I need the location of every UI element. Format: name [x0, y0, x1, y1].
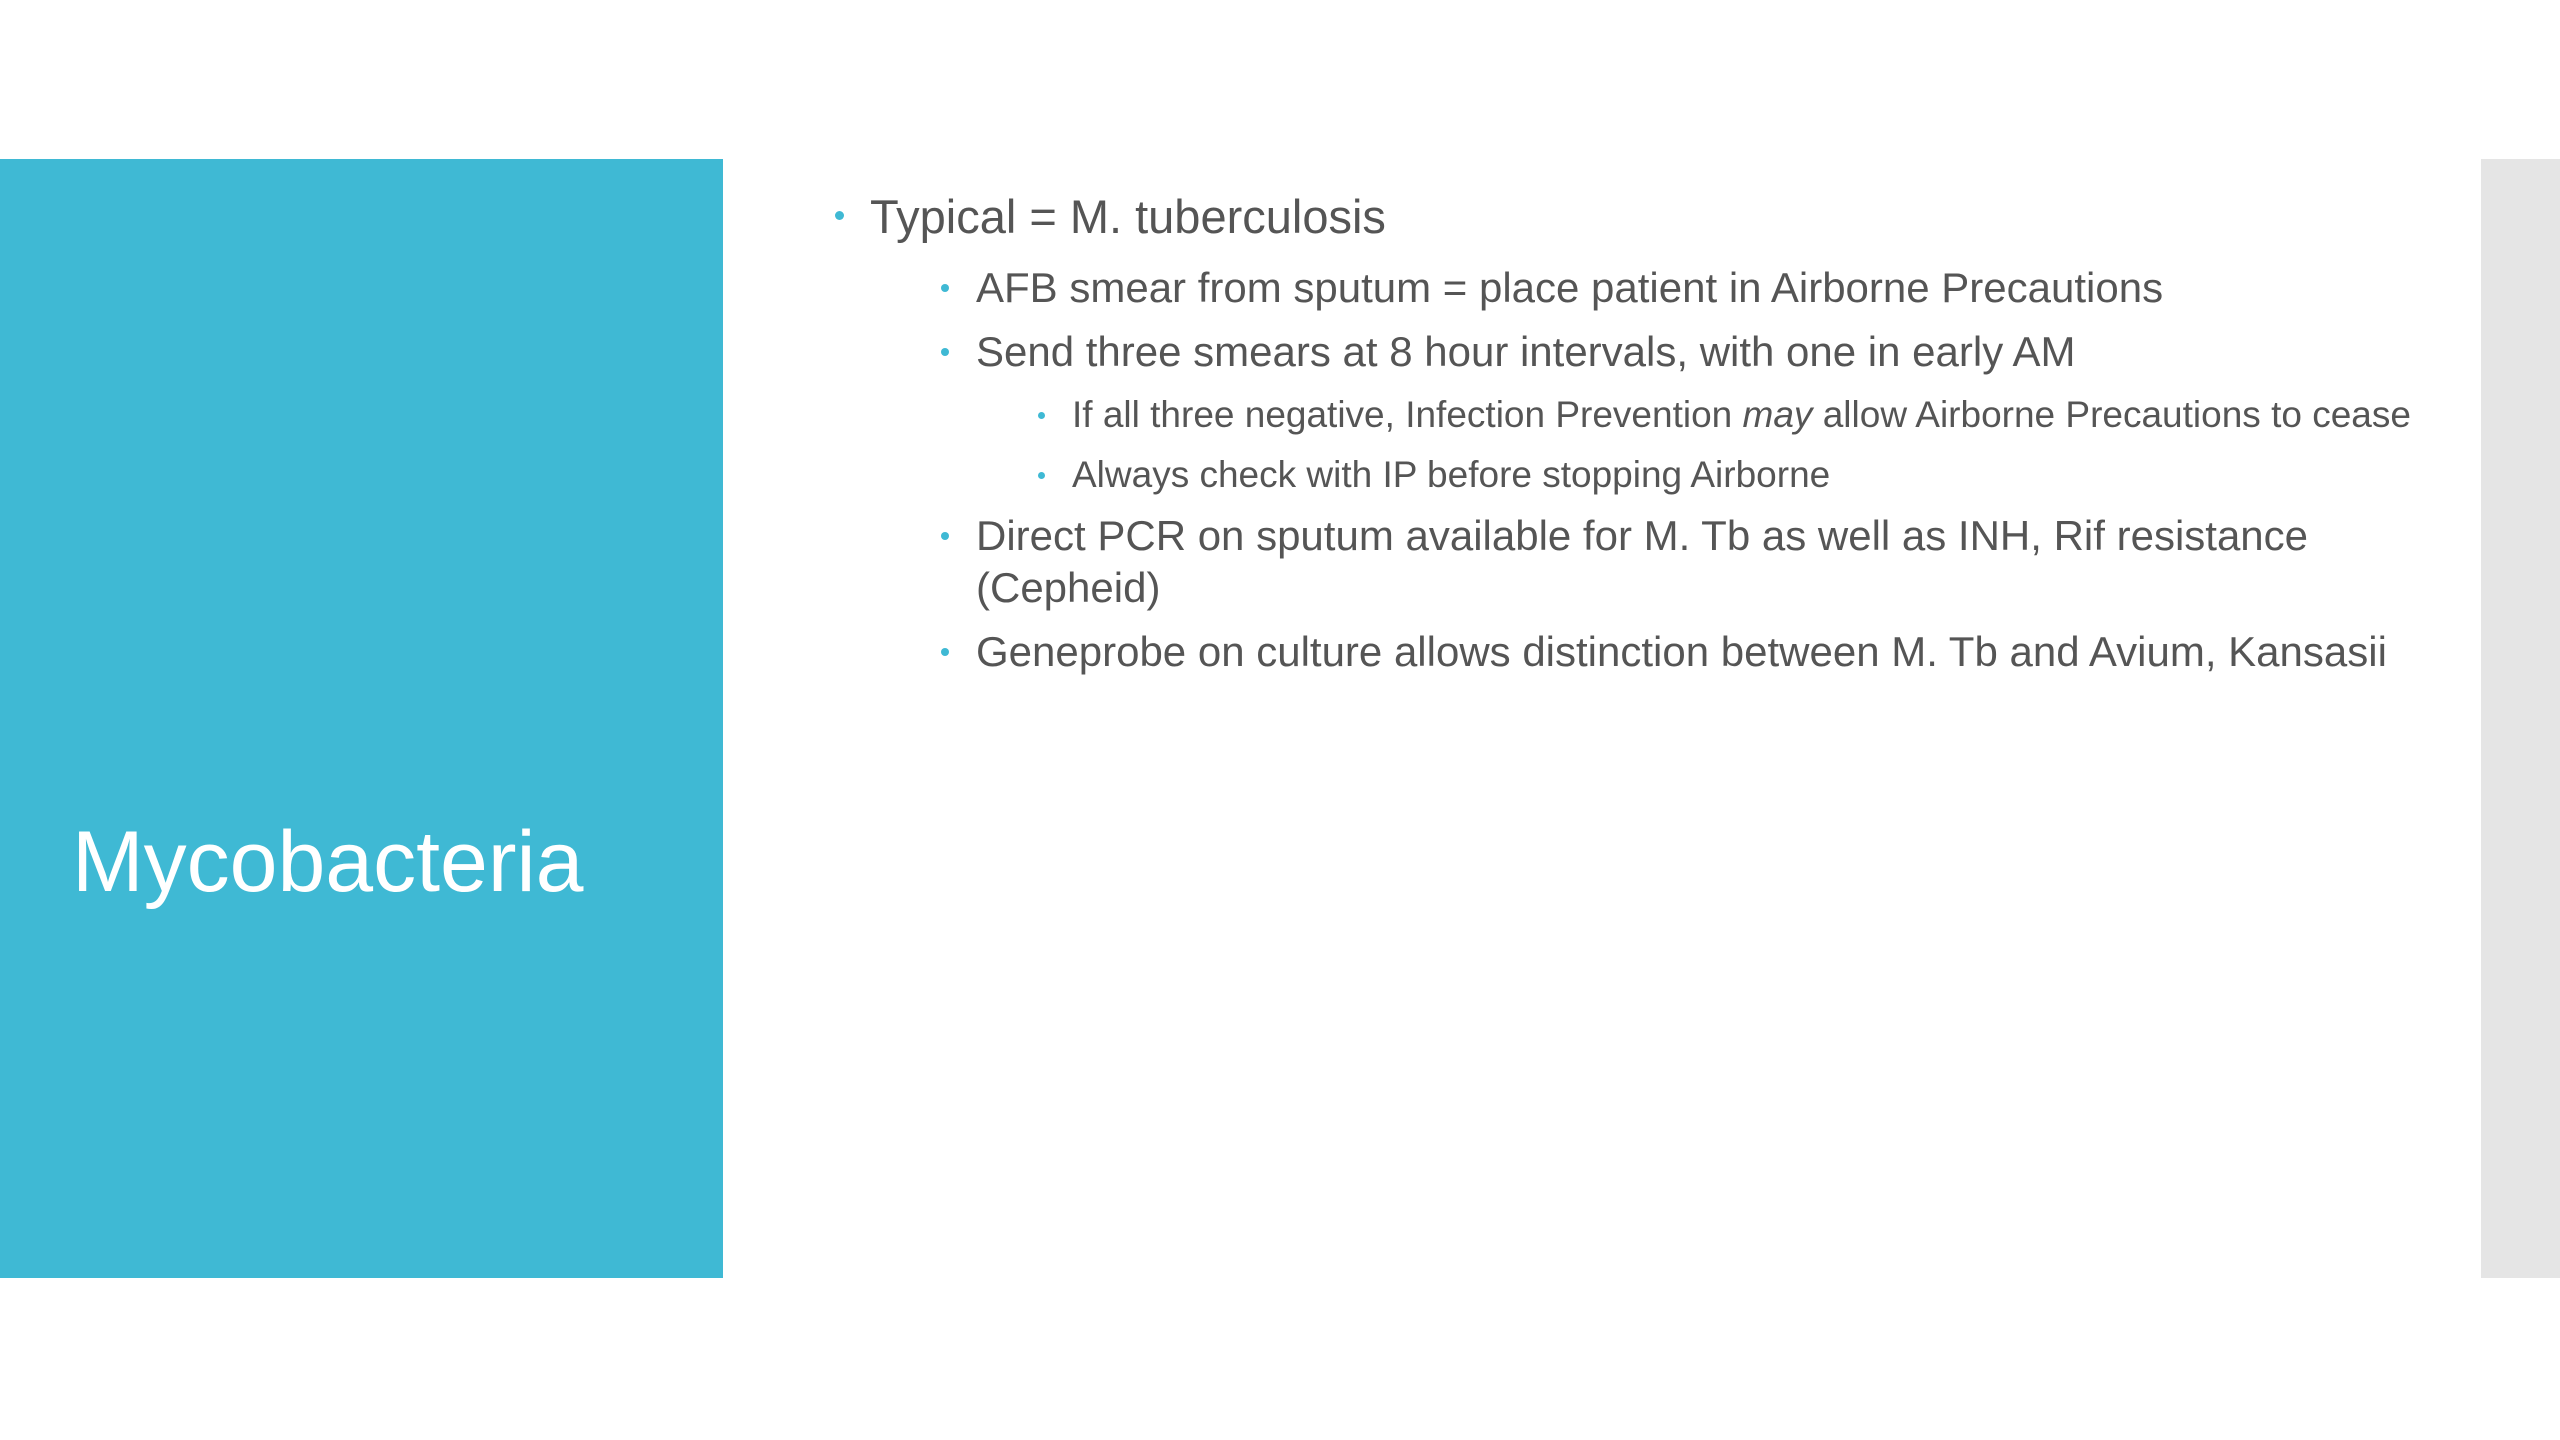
bullet-item-all-negative [830, 392, 2430, 438]
bullet-dot-icon [941, 284, 949, 292]
bullet-text-emphasis: may [1742, 394, 1813, 435]
bullet-list [830, 184, 2430, 678]
bullet-dot-icon [835, 211, 844, 220]
bullet-text: Send three smears at 8 hour intervals, with one in early AM [976, 328, 2076, 375]
bullet-text: Geneprobe on culture allows distinction between M. Tb and Avium, Kansasii [976, 628, 2387, 675]
bullet-dot-icon [941, 348, 949, 356]
bullet-item-three-smears [830, 326, 2430, 378]
bullet-text: Always check with IP before stopping Airborne [1072, 454, 1831, 495]
bullet-dot-icon [941, 648, 949, 656]
bullet-text-part: If all three negative, Infection Prevention [1072, 394, 1743, 435]
bullet-dot-icon [1038, 472, 1045, 479]
bullet-text [1072, 392, 2430, 438]
bullet-text-part: allow Airborne Precautions to cease [1812, 394, 2411, 435]
slide-title: Mycobacteria [72, 814, 584, 910]
title-panel [0, 159, 723, 1278]
bullet-item-typical [830, 184, 2430, 250]
bullet-item-direct-pcr [830, 510, 2430, 614]
bullet-text: Typical = M. tuberculosis [870, 190, 1386, 243]
bullet-dot-icon [1038, 412, 1045, 419]
bullet-dot-icon [941, 532, 949, 540]
bullet-item-check-ip [830, 452, 2430, 498]
bullet-item-afb-smear [830, 262, 2430, 314]
bullet-item-geneprobe [830, 626, 2430, 678]
bullet-text: Direct PCR on sputum available for M. Tb as well as INH, Rif resistance (Cepheid) [976, 512, 2309, 611]
right-decorative-strip [2481, 159, 2560, 1278]
bullet-text: AFB smear from sputum = place patient in Airborne Precautions [976, 264, 2164, 311]
